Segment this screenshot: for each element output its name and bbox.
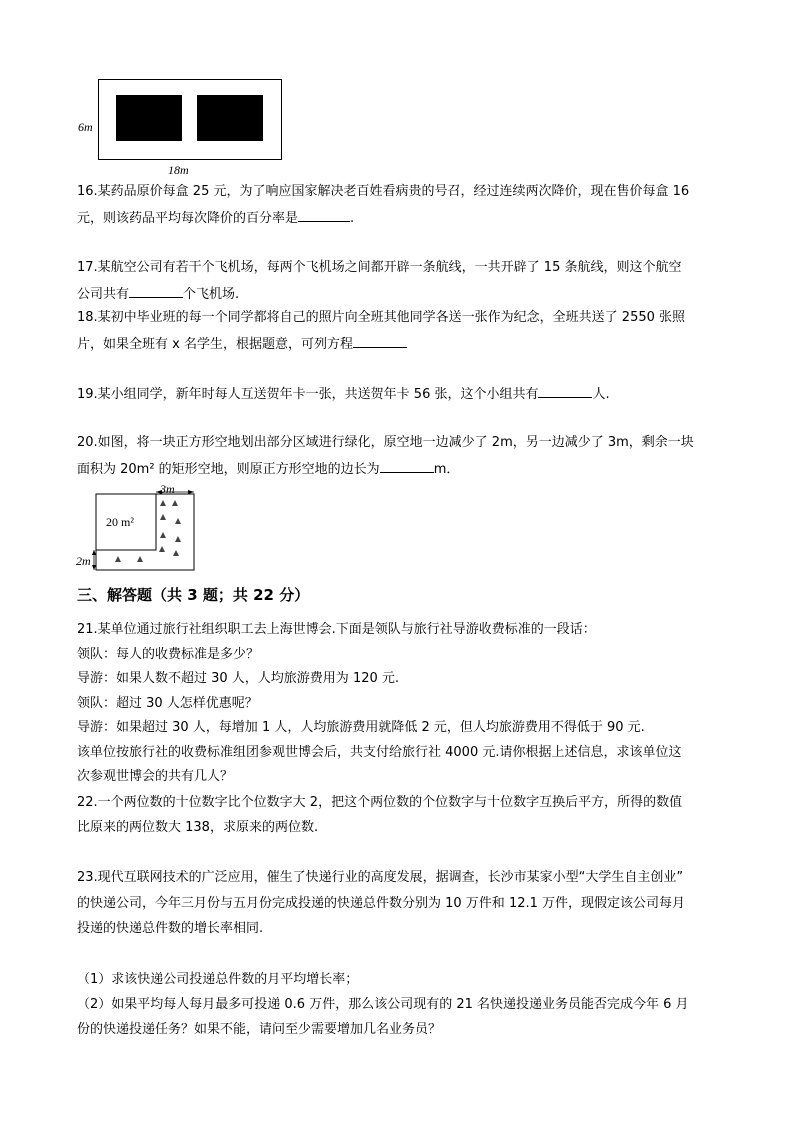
q19-line bbox=[77, 383, 610, 405]
q22-line2: 比原来的两位数大 138，求原来的两位数. bbox=[77, 820, 319, 835]
q17-line1: 17.某航空公司有若干个飞机场，每两个飞机场之间都开辟一条航线，一共开辟了 15 条航线，则这个航空 bbox=[77, 260, 682, 275]
q23-sub1: （1）求该快递公司投递总件数的月平均增长率； bbox=[77, 972, 359, 987]
q21-line: 21.某单位通过旅行社组织职工去上海世博会.下面是领队与旅行社导游收费标准的一段话： bbox=[77, 622, 596, 637]
q22-line1: 22.一个两位数的十位数字比个位数字大 2，把这个两位数的个位数字与十位数字互换后平方，所得的数值 bbox=[77, 795, 683, 810]
figure-1-block-left bbox=[116, 95, 182, 141]
figure-1-height-label: 6m bbox=[78, 120, 93, 134]
q20-line2 bbox=[77, 458, 459, 480]
q16-answer-blank bbox=[298, 207, 350, 222]
figure-2-side-label: 2m bbox=[76, 554, 91, 568]
figure-1-block-right bbox=[197, 95, 263, 141]
q17-line2 bbox=[77, 283, 239, 305]
q21-line: 次参观世博会的共有几人？ bbox=[77, 769, 234, 784]
q21-line: 领队：超过 30 人怎样优惠呢？ bbox=[77, 696, 258, 711]
q17-text: 公司共有 bbox=[77, 287, 130, 302]
q19-tail: 人. bbox=[592, 387, 610, 402]
q18-line1: 18.某初中毕业班的每一个同学都将自己的照片向全班其他同学各送一张作为纪念，全班共送了 2550 张照 bbox=[77, 310, 686, 325]
q21-line: 该单位按旅行社的收费标准组团参观世博会后，共支付给旅行社 4000 元.请你根据上述信息，求该单位这 bbox=[77, 745, 682, 760]
q23-line2: 的快递公司，今年三月份与五月份完成投递的快递总件数分别为 10 万件和 12.1 万件，现假定该公司每月 bbox=[77, 896, 686, 911]
q16-line2 bbox=[77, 207, 354, 229]
q20-line1: 20.如图，将一块正方形空地划出部分区域进行绿化，原空地一边减少了 2m，另一边减少了 3m，剩余一块 bbox=[77, 435, 694, 450]
q20-answer-blank bbox=[380, 458, 434, 473]
figure-2-diagram bbox=[74, 480, 204, 576]
q23-sub2-line2: 份的快递投递任务？如果不能，请问至少需要增加几名业务员？ bbox=[77, 1022, 442, 1037]
q21-line: 导游：如果人数不超过 30 人，人均旅游费用为 120 元. bbox=[77, 671, 400, 686]
q16-line1: 16.某药品原价每盒 25 元，为了响应国家解决老百姓看病贵的号召，经过连续两次降价，现在售价每盒 16 bbox=[77, 184, 690, 199]
figure-2-area-label: 20 m² bbox=[106, 515, 134, 529]
q17-answer-blank bbox=[129, 283, 183, 298]
q18-line2 bbox=[77, 333, 407, 355]
q16-tail: . bbox=[350, 211, 355, 226]
q18-answer-blank bbox=[353, 333, 407, 348]
q16-text: 元，则该药品平均每次降价的百分率是 bbox=[77, 211, 299, 226]
section-3-heading: 三、解答题（共 3 题；共 22 分） bbox=[77, 586, 310, 604]
q23-line1: 23.现代互联网技术的广泛应用，催生了快递行业的高度发展，据调查，长沙市某家小型“大学生自主创业” bbox=[77, 870, 684, 885]
q18-text: 片，如果全班有 x 名学生，根据题意，可列方程 bbox=[77, 337, 353, 352]
q23-line3: 投递的快递总件数的增长率相同. bbox=[77, 921, 264, 936]
q23-sub2-line1: （2）如果平均每人每月最多可投递 0.6 万件，那么该公司现有的 21 名快递投递业务员能否完成今年 6 月 bbox=[77, 997, 689, 1012]
q21-line: 领队：每人的收费标准是多少？ bbox=[77, 647, 260, 662]
q20-text: 面积为 20m² 的矩形空地，则原正方形空地的边长为 bbox=[77, 462, 380, 477]
q19-answer-blank bbox=[538, 383, 592, 398]
q20-tail: m． bbox=[433, 462, 460, 477]
figure-1-width-label: 18m bbox=[168, 163, 189, 177]
figure-2-plants bbox=[115, 500, 181, 562]
q19-text: 19.某小组同学，新年时每人互送贺年卡一张，共送贺年卡 56 张，这个小组共有 bbox=[77, 387, 539, 402]
q21-line: 导游：如果超过 30 人，每增加 1 人，人均旅游费用就降低 2 元，但人均旅游费用不得低于 90 元. bbox=[77, 720, 645, 735]
figure-2-square bbox=[96, 494, 194, 570]
figure-2-top-label: 3m bbox=[160, 482, 175, 496]
q17-tail: 个飞机场. bbox=[183, 287, 240, 302]
